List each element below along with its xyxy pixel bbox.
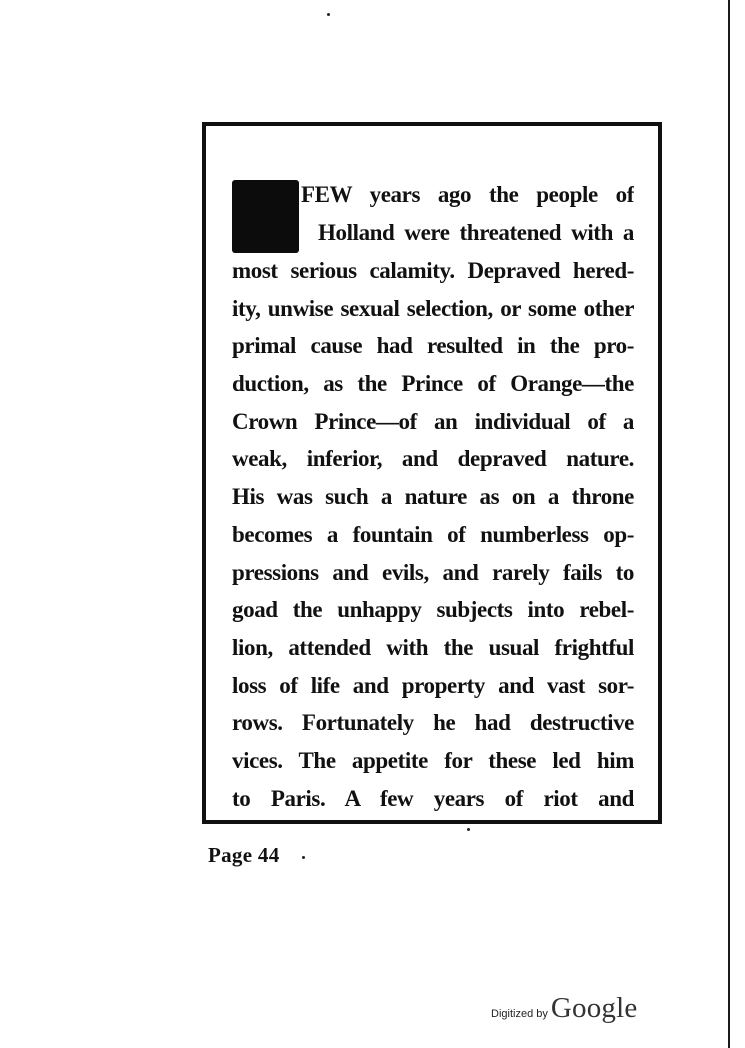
- scan-speck: [327, 13, 330, 16]
- text-line: weak, inferior, and depraved nature.: [232, 446, 634, 472]
- text-line: pressions and evils, and rarely fails to: [232, 559, 634, 585]
- scan-speck: [302, 856, 305, 859]
- text-line: duction, as the Prince of Orange—the: [232, 371, 634, 397]
- scan-speck: [467, 828, 470, 831]
- article-body: [232, 176, 634, 817]
- text-line: goad the unhappy subjects into rebel-: [232, 597, 634, 623]
- opening-lines: [232, 176, 634, 252]
- text-line: Holland were threatened with a: [318, 219, 634, 245]
- text-line: lion, attended with the usual frightful: [232, 634, 634, 660]
- page-edge-rule: [728, 0, 730, 1048]
- text-line: loss of life and property and vast sor-: [232, 672, 634, 698]
- text-line: vices. The appetite for these led him: [232, 747, 634, 773]
- text-line: His was such a nature as on a throne: [232, 484, 634, 510]
- text-line: Crown Prince—of an individual of a: [232, 408, 634, 434]
- text-line: primal cause had resulted in the pro-: [232, 333, 634, 359]
- page-number: Page 44: [208, 843, 280, 867]
- digitized-label: Digitized by: [491, 1008, 548, 1020]
- text-line: most serious calamity. Depraved hered-: [232, 258, 634, 283]
- text-line: rows. Fortunately he had destructive: [232, 710, 634, 736]
- text-line: to Paris. A few years of riot and: [232, 785, 634, 811]
- drop-cap-block: [232, 180, 299, 253]
- text-line: FEW years ago the people of: [301, 182, 634, 207]
- google-logo: Google: [550, 992, 638, 1024]
- text-line: becomes a fountain of numberless op-: [232, 521, 634, 547]
- digitized-watermark: [491, 992, 637, 1025]
- text-line: ity, unwise sexual selection, or some other: [232, 295, 634, 321]
- text-frame: [202, 122, 662, 824]
